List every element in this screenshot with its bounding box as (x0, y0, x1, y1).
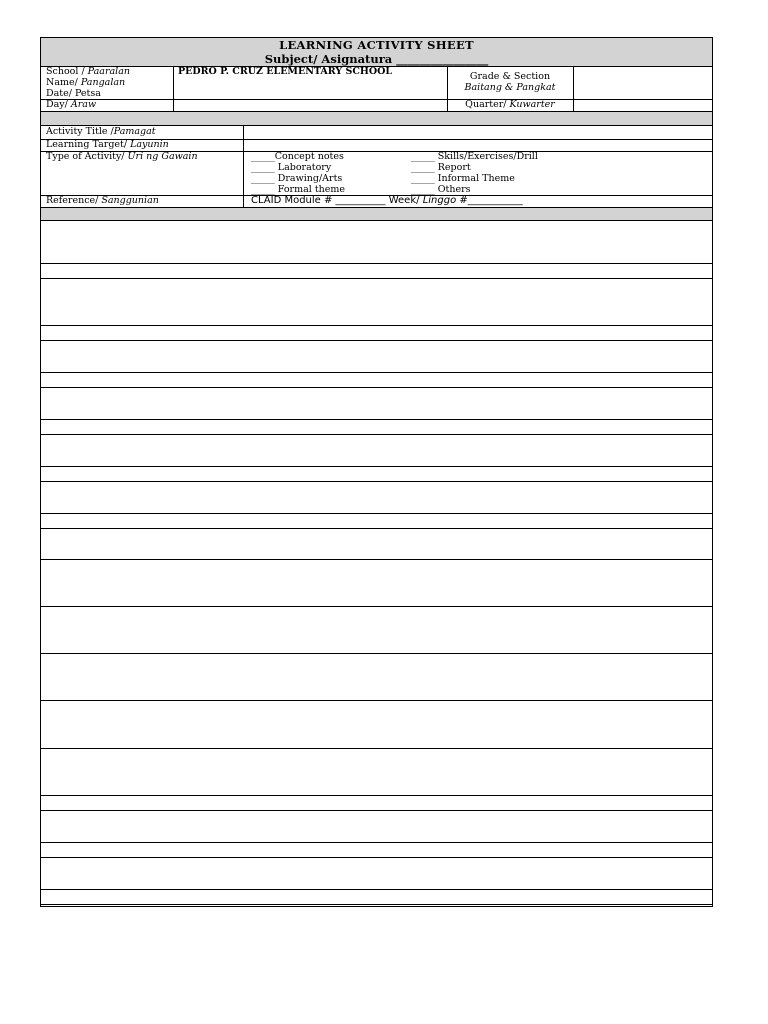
option-others: _____ Others (411, 184, 471, 195)
grade-section-label: Grade & Section (469, 71, 551, 82)
answer-line (41, 748, 712, 749)
answer-line (41, 481, 712, 482)
quarter-label: Quarter/ Kuwarter (465, 99, 555, 110)
option-laboratory: _____ Laboratory (251, 162, 332, 173)
answer-line (41, 700, 712, 701)
option-informal-theme: _____ Informal Theme (411, 173, 515, 184)
answer-line (41, 340, 712, 341)
answer-line (41, 904, 712, 905)
answer-line (41, 278, 712, 279)
answer-line (41, 653, 712, 654)
name-label: Name/ Pangalan (46, 77, 126, 88)
divider (173, 67, 174, 111)
answer-line (41, 513, 712, 514)
subject-line: Subject/ Asignatura ________________ (264, 52, 489, 66)
answer-line (41, 559, 712, 560)
answer-line (41, 387, 712, 388)
answer-line (41, 528, 712, 529)
option-report: _____ Report (411, 162, 471, 173)
option-concept-notes: _____Concept notes (251, 151, 344, 162)
answer-line (41, 810, 712, 811)
activity-type-label: Type of Activity/ Uri ng Gawain (46, 151, 198, 162)
answer-line (41, 372, 712, 373)
answer-line (41, 857, 712, 858)
option-formal-theme: _____ Formal theme (251, 184, 346, 195)
sheet-header (41, 38, 712, 67)
activity-title-label: Activity Title /Pamagat (46, 126, 156, 137)
day-label: Day/ Araw (46, 99, 97, 110)
grade-section-label-fil: Baitang & Pangkat (464, 82, 556, 93)
date-label: Date/ Petsa (46, 88, 101, 99)
school-name: PEDRO P. CRUZ ELEMENTARY SCHOOL (178, 66, 393, 77)
divider (41, 99, 712, 100)
activity-sheet (40, 37, 713, 907)
answer-line (41, 419, 712, 420)
divider (573, 67, 574, 111)
answer-line (41, 263, 712, 264)
answer-line (41, 795, 712, 796)
answer-line (41, 889, 712, 890)
answer-line (41, 842, 712, 843)
separator-band (41, 112, 712, 126)
reference-label: Reference/ Sanggunian (46, 195, 159, 206)
answer-line (41, 606, 712, 607)
school-label: School / Paaralan (46, 66, 130, 77)
separator-band (41, 207, 712, 221)
sheet-title: LEARNING ACTIVITY SHEET (279, 38, 474, 52)
answer-line (41, 325, 712, 326)
option-skills-exercises: _____ Skills/Exercises/Drill (411, 151, 538, 162)
learning-target-label: Learning Target/ Layunin (46, 139, 169, 150)
answer-line (41, 466, 712, 467)
reference-value: CLAID Module # __________ Week/ Linggo #___________ (251, 195, 523, 206)
option-drawing-arts: _____ Drawing/Arts (251, 173, 343, 184)
answer-line (41, 434, 712, 435)
